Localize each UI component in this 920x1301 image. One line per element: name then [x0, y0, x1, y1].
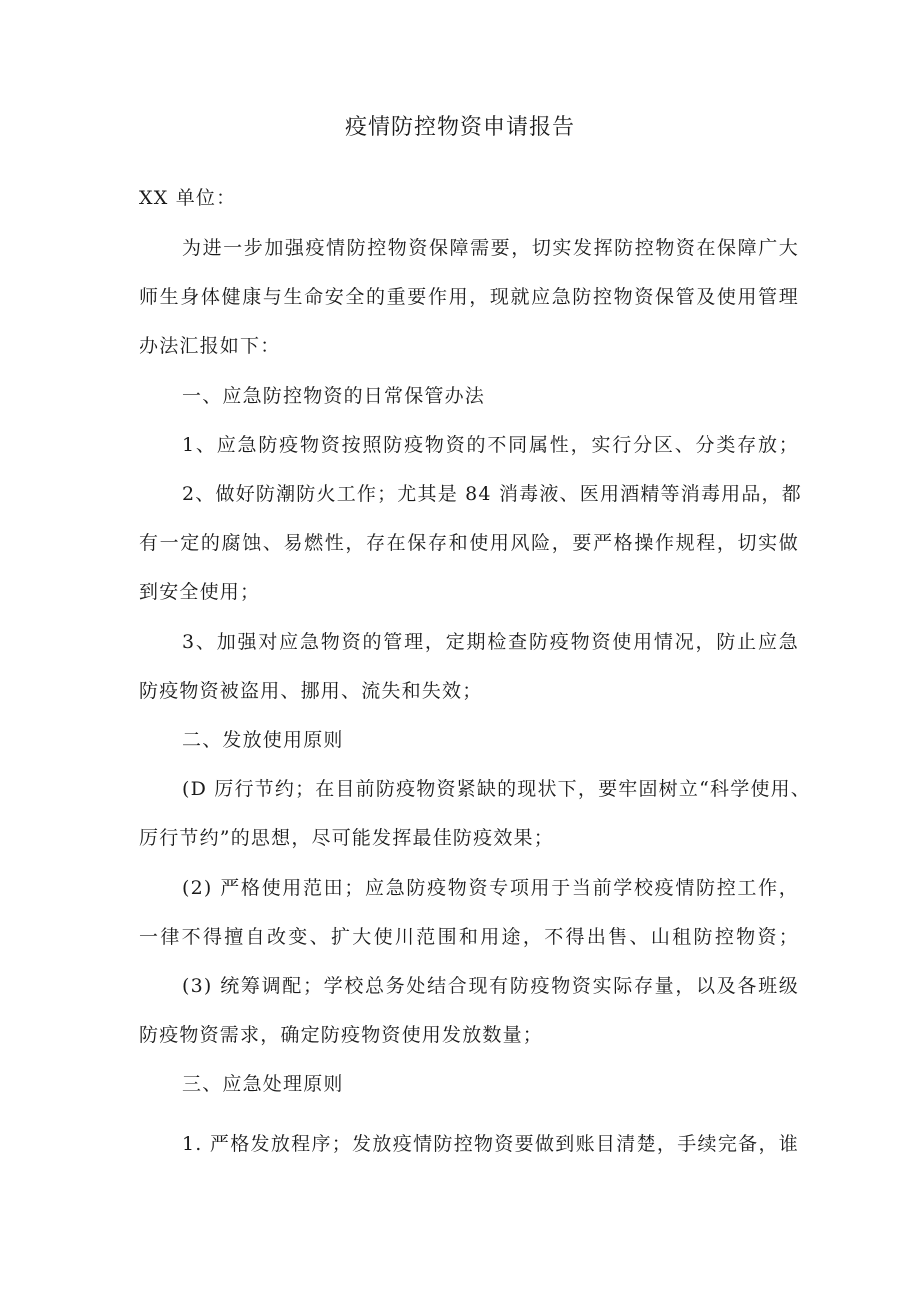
document-title: 疫情防控物资申请报告 — [344, 115, 575, 140]
paragraph-line: (D 厉行节约；在目前防疫物资紧缺的现状下，要牢固树立“科学使用、 — [182, 778, 812, 800]
paragraph-line: 2、做好防潮防火工作；尤其是 84 消毒液、医用酒精等消毒用品，都 — [182, 483, 802, 505]
section-heading: 三、应急处理原则 — [182, 1073, 344, 1095]
paragraph-line: 为进一步加强疫情防控物资保障需要，切实发挥防控物资在保障广大 — [182, 237, 799, 259]
salutation: XX 单位： — [139, 187, 237, 209]
paragraph-line: 一律不得擅自改变、扩大使川范围和用途，不得出售、山租防控物资； — [139, 926, 799, 948]
paragraph-line: 师生身体健康与生命安全的重要作用，现就应急防控物资保管及使用管理 — [139, 286, 799, 308]
paragraph-line: (3) 统筹调配；学校总务处结合现有防疫物资实际存量，以及各班级 — [182, 975, 799, 997]
section-heading: 一、应急防控物资的日常保管办法 — [182, 385, 486, 407]
paragraph-line: 办法汇报如下： — [139, 335, 281, 357]
paragraph-line: 到安全使用； — [139, 581, 261, 603]
paragraph-line: 1. 严格发放程序；发放疫情防控物资要做到账目清楚，手续完备，谁 — [182, 1133, 799, 1155]
paragraph-line: 防疫物资需求，确定防疫物资使用发放数量； — [139, 1024, 544, 1046]
section-heading: 二、发放使用原则 — [182, 729, 344, 751]
paragraph-line: 防疫物资被盗用、挪用、流失和失效； — [139, 680, 483, 702]
paragraph-line: 有一定的腐蚀、易燃性，存在保存和使用风险，要严格操作规程，切实做 — [139, 532, 799, 554]
paragraph-line: (2) 严格使用范田；应急防疫物资专项用于当前学校疫情防控工作， — [182, 877, 799, 899]
paragraph-line: 厉行节约”的思想，尽可能发挥最佳防疫效果； — [139, 827, 554, 849]
paragraph-line: 1、应急防疫物资按照防疫物资的不同属性，实行分区、分类存放； — [182, 434, 799, 456]
paragraph-line: 3、加强对应急物资的管理，定期检查防疫物资使用情况，防止应急 — [182, 631, 799, 653]
